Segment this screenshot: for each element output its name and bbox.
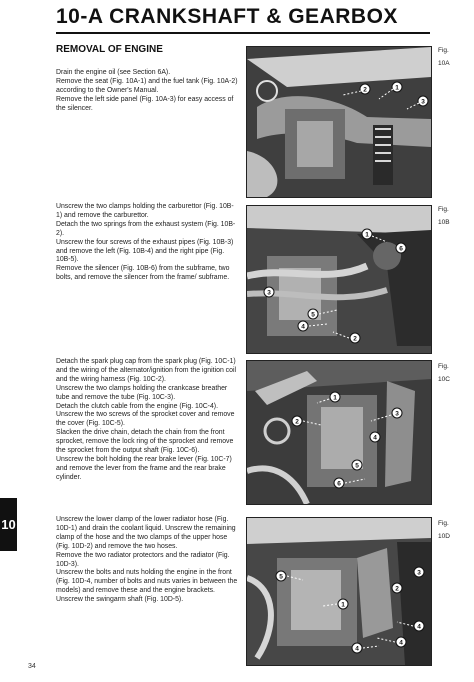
callout-10d-5: 5 [279,573,283,581]
callout-10b-6: 6 [399,245,403,253]
photo-fig-10b [246,205,432,354]
callout-10b-5: 5 [311,311,315,319]
callout-10d-1: 1 [341,601,345,609]
callout-10b-1: 1 [365,231,369,239]
step-b-text: Unscrew the two clamps holding the carburettor (Fig. 10B-1) and remove the carburettor. Detach the two springs from the exhaust system (Fig. 10B-2). Unscrew the four screws of the exhaust pipes (Fig. 10B-3) and remove the left (Fig. 10B-4) and the right pipe (Fig. 10B-5). Remove the silencer (Fig. 10B-6) from the subframe, two bolts, and remove the silencer from the frame/ subframe. [56,203,236,282]
callout-10d-4b: 4 [399,639,403,647]
fig-label-10d: Fig. 10D [438,520,450,540]
callout-10a-1: 1 [395,84,399,92]
page-title: 10-A CRANKSHAFT & GEARBOX [56,5,398,28]
section-heading: REMOVAL OF ENGINE [56,44,163,55]
callout-10c-4: 4 [373,434,377,442]
photo-fig-10a-drawing [247,47,431,197]
fig-label-10c: Fig. 10C [438,363,450,383]
photo-fig-10c-drawing [247,361,431,504]
photo-fig-10d [246,517,432,666]
callout-10a-2: 2 [363,86,367,94]
step-c-text: Detach the spark plug cap from the spark plug (Fig. 10C-1) and the wiring of the alternator/ignition from the ignition coil and the wiring harness (Fig. 10C-2). Unscrew the two clamps holding the crankcase breather tube and remove the tube (Fig. 10C-3). Detach the clutch cable from the engine (Fig. 10C-4). Unscrew the two screws of the sprocket cover and remove the cover (Fig. 10C-5). Slacken the drive chain, detach the chain from the front sprocket, remove the lock ring of the sprocket and remove the sprocket from the output shaft (Fig. 10C-6). Unscrew the bolt holding the rear brake lever (Fig. 10C-7) and remove the lever from the frame and the rear brake cylinder. [56,358,237,481]
title-rule [56,32,430,34]
photo-fig-10c [246,360,432,505]
callout-10c-2: 2 [295,418,299,426]
callout-10c-3: 3 [395,410,399,418]
callout-10b-4: 4 [301,323,305,331]
photo-fig-10a [246,46,432,198]
callout-10b-3: 3 [267,289,271,297]
callout-10c-5: 5 [355,462,359,470]
fig-label-10b: Fig. 10B [438,206,450,226]
step-a-text: Drain the engine oil (see Section 6A). Remove the seat (Fig. 10A-1) and the fuel tank (Fig. 10A-2) according to the Owner's Manual. Remove the left side panel (Fig. 10A-3) for easy access of the silencer. [56,69,238,112]
step-d-text: Unscrew the lower clamp of the lower radiator hose (Fig. 10D-1) and drain the coolant liquid. Unscrew the remaining clamp of the hose and the two clamps of the upper hose (Fig. 10D-2) and remove the two hoses. Remove the two radiator protectors and the radiator (Fig. 10D-3). Unscrew the bolts and nuts holding the engine in the front (Fig. 10D-4, number of bolts and nuts varies in between the models) and remove these and the engine brackets. Unscrew the swingarm shaft (Fig. 10D-5). [56,516,238,604]
callout-10b-2: 2 [353,335,357,343]
callout-10d-4a: 4 [417,623,421,631]
callout-10c-1: 1 [333,394,337,402]
callout-10a-3: 3 [421,98,425,106]
photo-fig-10d-drawing [247,518,431,665]
callout-10c-6: 6 [337,480,341,488]
fig-label-10a: Fig. 10A [438,47,450,67]
callout-10d-4c: 4 [355,645,359,653]
chapter-tab: 10 [0,498,17,551]
page-number: 34 [28,663,36,670]
photo-fig-10b-drawing [247,206,431,353]
callout-10d-2: 2 [395,585,399,593]
callout-10d-3: 3 [417,569,421,577]
